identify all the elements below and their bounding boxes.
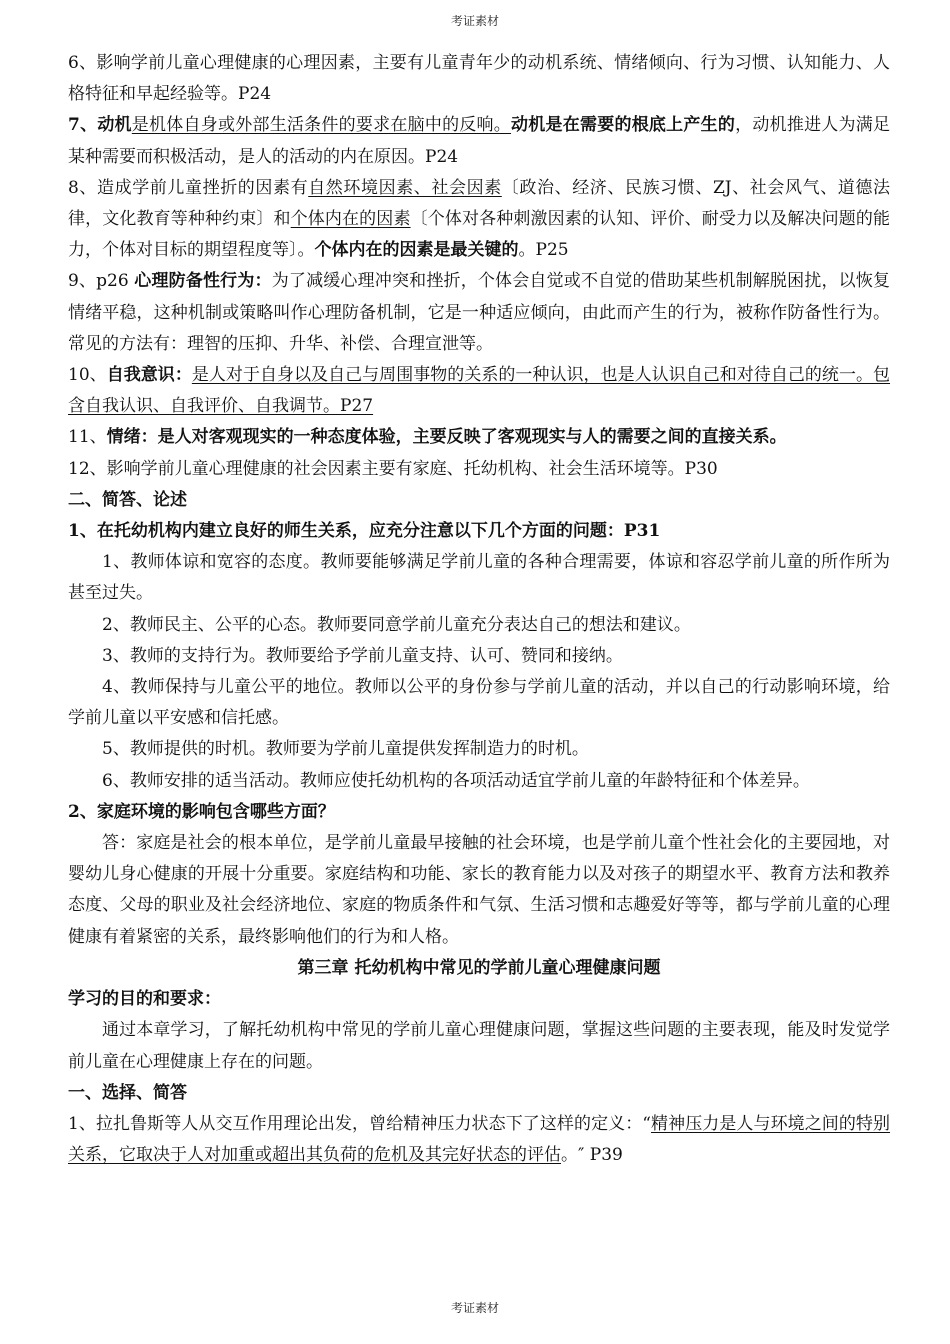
item-10-definition: 是人对于自身以及自己与周围事物的关系的一种认识，也是人认识自己和对待自己的统一。包含自我认识、自我评价、自我调节。P27 (68, 365, 891, 417)
question-1-point-2: 2、教师民主、公平的心态。教师要同意学前儿童充分表达自己的想法和建议。 (102, 614, 691, 635)
item-7 (68, 110, 890, 172)
item-10-num: 10、 (68, 365, 107, 386)
question-2-title: 2、家庭环境的影响包含哪些方面？ (68, 801, 335, 822)
item-8-text-d: 。P25 (518, 240, 569, 261)
item-10 (68, 360, 890, 422)
chapter-3-item-1-intro: 1、拉扎鲁斯等人从交互作用理论出发，曾给精神压力状态下了这样的定义：“ (68, 1113, 651, 1134)
item-7-num: 7、 (68, 115, 98, 136)
item-8 (68, 173, 890, 267)
item-11-num: 11、 (68, 427, 107, 448)
question-1-point-6: 6、教师安排的适当活动。教师应使托幼机构的各项活动适宜学前儿童的年龄特征和个体差异。 (102, 770, 810, 791)
question-1-point-4: 4、教师保持与儿童公平的地位。教师以公平的身份参与学前儿童的活动，并以自己的行动影响环境，给学前儿童以平安感和信托感。 (68, 677, 890, 729)
item-9-term: 心理防备性行为： (134, 271, 272, 292)
item-7-definition: 是机体自身或外部生活条件的要求在脑中的反响。 (131, 115, 512, 136)
item-11-text: 情绪：是人对客观现实的一种态度体验，主要反映了客观现实与人的需要之间的直接关系。 (106, 427, 787, 448)
chapter-3-item-1 (68, 1109, 890, 1171)
chapter-3-item-1-end: 。″ P39 (561, 1145, 623, 1166)
item-8-text-c: 〔个体对各种刺激因素的认知、评价、耐受力以及解决问题的能力，个体对目标的期望程度等〕。 (68, 209, 891, 261)
item-6: 6、影响学前儿童心理健康的心理因素，主要有儿童青年少的动机系统、情绪倾向、行为习惯、认知能力、人格特征和早起经验等。P24 (68, 53, 890, 105)
item-8-text-a: 8、造成学前儿童挫折的因素有 (68, 177, 309, 198)
chapter-3-section-title: 一、选择、简答 (68, 1082, 187, 1103)
item-9-rest: 为了减缓心理冲突和挫折，个体会自觉或不自觉的借助某些机制解脱困扰，以恢复情绪平稳，这种机制或策略叫作心理防备机制，它是一种适应倾向，由此而产生的行为，被称作防备性行为。常见的方法有：理智的压抑、升华、补偿、合理宣泄等。 (68, 271, 891, 354)
question-1-title: 1、在托幼机构内建立良好的师生关系，应充分注意以下几个方面的问题：P31 (68, 521, 661, 542)
question-1-point-3: 3、教师的支持行为。教师要给予学前儿童支持、认可、赞同和接纳。 (102, 645, 623, 666)
item-8-underline-1: 自然环境因素、社会因素 (308, 177, 502, 198)
item-10-term: 自我意识： (106, 365, 192, 386)
item-7-rest: ，动机推进人为满足某种需要而积极活动，是人的活动的内在原因。P24 (68, 115, 891, 167)
learning-goals-text: 通过本章学习，了解托幼机构中常见的学前儿童心理健康问题，掌握这些问题的主要表现，能及时发觉学前儿童在心理健康上存在的问题。 (68, 1020, 890, 1072)
page-header: 考证素材 (450, 14, 499, 28)
item-8-underline-2: 个体内在的因素 (290, 209, 411, 230)
item-11 (68, 422, 890, 453)
chapter-3-item-1-definition: 精神压力是人与环境之间的特别关系，它取决于人对加重或超出其负荷的危机及其完好状态的评估 (68, 1113, 891, 1166)
item-8-text-b: 〔政治、经济、民族习惯、ZJ、社会风气、道德法律，文化教育等种种约束〕和 (68, 177, 890, 230)
item-9-num: 9、p26 (68, 271, 135, 292)
item-7-emphasis: 动机是在需要的根底上产生的 (511, 115, 736, 136)
item-9 (68, 266, 890, 360)
learning-goals-title: 学习的目的和要求： (68, 989, 221, 1010)
section-2-title: 二、简答、论述 (68, 489, 187, 510)
item-7-term: 动机 (97, 115, 132, 136)
page-footer: 考证素材 (450, 1301, 499, 1315)
document-body (68, 48, 890, 1171)
chapter-3-title: 第三章 托幼机构中常见的学前儿童心理健康问题 (297, 957, 661, 978)
item-8-emphasis: 个体内在的因素是最关键的 (314, 240, 519, 261)
question-1-point-5: 5、教师提供的时机。教师要为学前儿童提供发挥制造力的时机。 (102, 739, 589, 760)
question-1-point-1: 1、教师体谅和宽容的态度。教师要能够满足学前儿童的各种合理需要，体谅和容忍学前儿童的所作所为甚至过失。 (68, 552, 890, 604)
item-12: 12、影响学前儿童心理健康的社会因素主要有家庭、托幼机构、社会生活环境等。P30 (68, 458, 718, 479)
question-2-answer: 答：家庭是社会的根本单位，是学前儿童最早接触的社会环境，也是学前儿童个性社会化的主要园地，对婴幼儿身心健康的开展十分重要。家庭结构和功能、家长的教育能力以及对孩子的期望水平、教育方法和教养态度、父母的职业及社会经济地位、家庭的物质条件和气氛、生活习惯和志趣爱好等等，都与学前儿童的心理健康有着紧密的关系，最终影响他们的行为和人格。 (68, 833, 890, 947)
